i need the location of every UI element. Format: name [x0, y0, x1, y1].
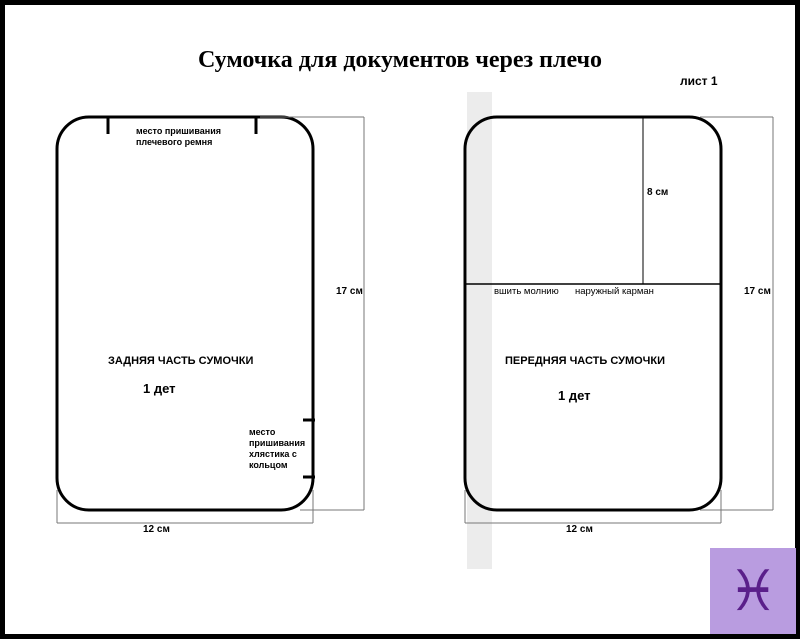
tab-note-line2: пришивания — [249, 438, 306, 448]
sheet-title: Сумочка для документов через плечо — [197, 47, 603, 73]
pocket-note: наружный карман — [575, 286, 654, 297]
pisces-icon: ♓ — [727, 559, 779, 624]
back-width-label: 12 см — [143, 524, 170, 535]
front-piece-outline — [465, 117, 721, 510]
back-piece — [57, 117, 364, 535]
front-height-label: 17 см — [744, 286, 771, 297]
back-count: 1 дет — [143, 381, 176, 396]
front-part-name: ПЕРЕДНЯЯ ЧАСТЬ СУМОЧКИ — [505, 355, 666, 367]
strap-note-line2: плечевого ремня — [136, 137, 213, 147]
strap-note-line1: место пришивания — [136, 126, 221, 136]
front-count: 1 дет — [558, 388, 591, 403]
sheet-number: лист 1 — [680, 74, 718, 88]
tab-note-line1: место — [249, 427, 276, 437]
pocket-height-label: 8 см — [647, 187, 669, 198]
zip-note: вшить молнию — [494, 286, 559, 297]
back-part-name: ЗАДНЯЯ ЧАСТЬ СУМОЧКИ — [108, 355, 254, 367]
tab-note-line4: кольцом — [249, 460, 288, 470]
front-width-label: 12 см — [566, 524, 593, 535]
back-height-label: 17 см — [336, 286, 363, 297]
tab-note-line3: хлястика с — [249, 449, 297, 459]
pisces-logo — [710, 548, 796, 634]
front-piece — [465, 92, 773, 569]
